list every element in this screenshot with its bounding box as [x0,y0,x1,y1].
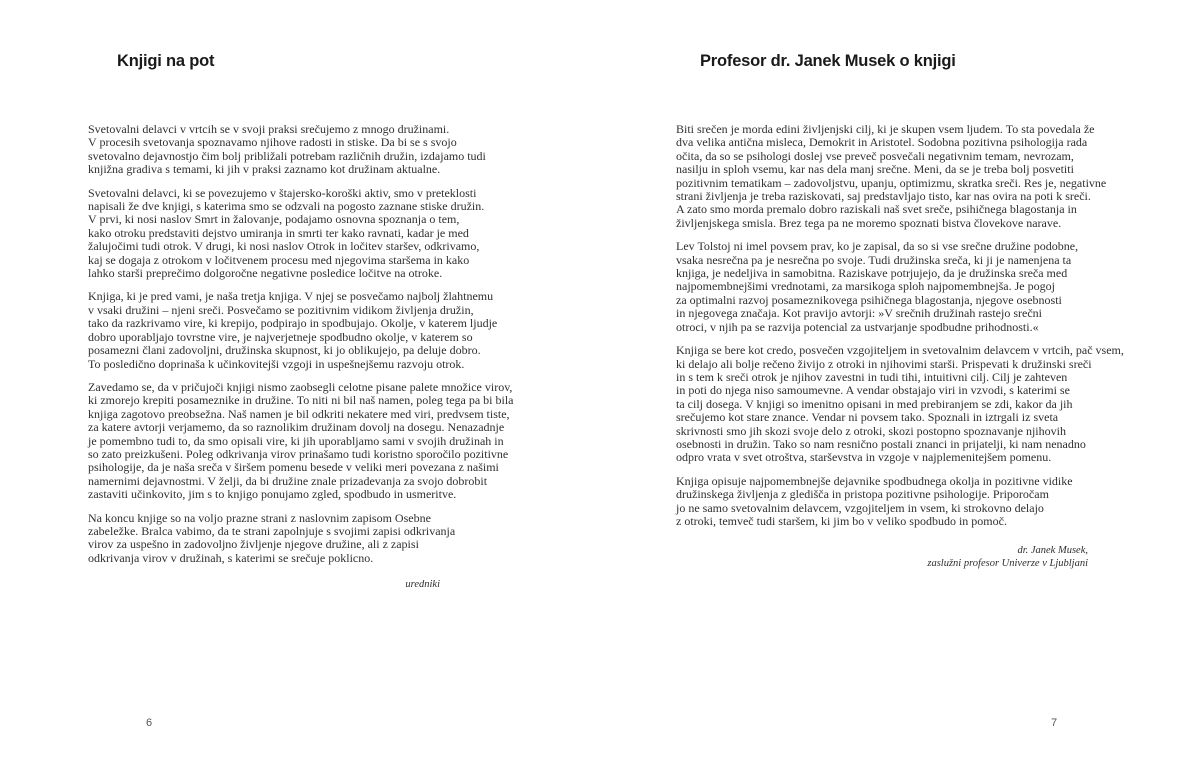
text-line: V procesih svetovanja spoznavamo njihove radosti in stiske. Da bi se s svojo [88,135,457,150]
text-line: dva velika antična misleca, Demokrit in Aristotel. Sodobna pozitivna psihologija rada [676,135,1088,150]
text-line: Svetovalni delavci, ki se povezujemo v štajersko-koroški aktiv, smo v preteklosti [88,185,477,200]
text-line: zastaviti učinkovito, jim s to knjigo ponujamo zgled, spodbudo in usmeritve. [88,487,457,502]
text-line: Zavedamo se, da v pričujoči knjigi nismo zaobsegli celotne pisane palete množice virov, [88,379,513,394]
text-line: Biti srečen je morda edini življenjski cilj, ki je skupen vsem ljudem. To sta povedala že [676,122,1095,136]
text-line: svetovalno dejavnostjo čim bolj približali potrebam različnih družin, izdajamo tudi [88,148,486,163]
text-line: Knjiga, ki je pred vami, je naša tretja knjiga. V njej se posvečamo najbolj žlahtnemu [88,289,494,304]
body-text [676,122,1124,538]
paragraph [88,187,498,281]
text-line: najpomembnejšimi vrednotami, za marsikoga sploh najpomembnejša. Je pogoj [676,279,1055,294]
text-line: Knjiga opisuje najpomembnejše dejavnike spodbudnega okolja in pozitivne vidike [676,473,1073,488]
paragraph [88,123,498,177]
text-line: knjiga zagotovo preobsežna. Naš namen je bil odkriti nekatere med viri, predvsem tiste, [88,406,510,421]
text-line: žalujočimi tudi otrok. V drugi, ki nosi naslov Otrok in ločitev staršev, odkrivamo, [88,239,480,254]
paragraph [676,122,1107,230]
paragraph [676,240,1086,334]
text-line: virov za uspešno in zadovoljno življenje njegove družine, ali z zapisi [88,537,419,552]
text-line: z otroki, temveč tudi staršem, ki jim bo v veliko spodbudo in pomoč. [676,513,1007,528]
page-title: Profesor dr. Janek Musek o knjigi [700,52,956,70]
text-line: in s tem k sreči otrok je njihov zavestni in tudi tihi, intuitivni cilj. Cilj je zahteven [676,369,1068,384]
text-line: za katere avtorji verjamemo, da so raznolikim družinam dovolj na dosegu. Nenazadnje [88,420,505,435]
text-line: strani življenja je treba raziskovati, saj predstavljajo tisto, kar nas ovira na poti k sreči. [676,189,1091,204]
text-line: namernimi dejavnostmi. V želji, da bi družine znale prizadevanja za svojo dobrobit [88,473,488,488]
text-line: jo ne samo svetovalnim delavcem, vzgojiteljem in vsem, ki strokovno delajo [676,500,1044,515]
text-line: osebnosti in družin. Tako so nam resnično postali znanci in prijatelji, ki nam nenadno [676,436,1086,451]
paragraph [88,512,498,566]
text-line: kaj se dogaja z otrokom v ločitvenem procesu med njegovima staršema in kako [88,252,470,267]
paragraph [676,343,1124,465]
text-line: v vsaki družini – njeni sreči. Posvečamo se pozitivnim vidikom življenja družin, [88,302,474,317]
text-line: To posledično doprinaša k učinkovitejši vzgoji in uspešnejšemu razvoju otrok. [88,356,465,371]
signature-line: uredniki [405,579,440,590]
text-line: ki delajo ali bolje rečeno živijo z otroki in njihovimi starši. Prispevati k družinski sreči [676,356,1092,371]
text-line: družinskega življenja z gledišča in pristopa pozitivne psihologije. Priporočam [676,487,1049,502]
signature-line: dr. Janek Musek, [1017,545,1088,556]
text-line: so zato preizkušeni. Poleg odkrivanja virov prinašamo tudi koristno sporočilo pozitivne [88,446,509,461]
text-line: lahko starši preprečimo dolgoročne negativne posledice ločitve na otroke. [88,266,443,281]
text-line: nasilju in sploh vsemu, kar nas dela manj srečne. Meni, da se je treba bolj posvetiti [676,162,1074,177]
text-line: pozitivnim tematikam – zadovoljstvu, upanju, optimizmu, skratka sreči. Res je, negativne [676,175,1107,190]
text-line: psihologije, da je naša sreča v širšem pomenu besede v veliki meri povezana z našimi [88,460,499,475]
text-line: A zato smo morda premalo dobro raziskali naš svet sreče, psihičnega blagostanja in [676,202,1077,217]
body-text [88,122,514,575]
signature [830,544,1088,570]
text-line: in njegovega značaja. Kot pravijo avtorji: »V srečnih družinah rastejo srečni [676,306,1042,321]
page-title: Knjigi na pot [117,52,215,70]
text-line: dobro uporabljajo tovrstne vire, je najverjetneje spodbudno okolje, v katerem so [88,329,473,344]
text-line: odkrivanja virov v družinah, s katerimi se srečuje poklicno. [88,550,374,565]
text-line: V prvi, ki nosi naslov Smrt in žalovanje, podajamo osnovna spoznanja o tem, [88,212,460,227]
text-line: Svetovalni delavci v vrtcih se v svoji praksi srečujemo z mnogo družinami. [88,122,450,136]
text-line: Lev Tolstoj ni imel povsem prav, ko je zapisal, da so si vse srečne družine podobne, [676,239,1079,254]
text-line: knjižna gradiva s temami, ki jih v praksi zaznamo kot družinam aktualne. [88,162,441,177]
paragraph [88,290,498,370]
text-line: Na koncu knjige so na voljo prazne strani z naslovnim zapisom Osebne [88,510,431,525]
text-line: skrivnosti smo jih skozi svoje delo z otroki, skozi postopno spoznavanje njihovih [676,423,1066,438]
page-number: 6 [146,717,153,729]
right-page [600,0,1200,763]
text-line: Knjiga se bere kot credo, posvečen vzgojiteljem in svetovalnim delavcem v vrtcih, pač vsem, [676,343,1124,358]
signature-line: zaslužni profesor Univerze v Ljubljani [927,558,1088,569]
text-line: tako da razkrivamo vire, ki krepijo, podpirajo in spodbujajo. Okolje, v katerem ljudje [88,316,498,331]
text-line: posamezni člani zadovoljni, družinska skupnost, ki jo oblikujejo, pa deluje dobro. [88,343,481,358]
text-line: očita, da so se psihologi doslej vse preveč posvečali negativnim temam, nevrozam, [676,148,1074,163]
text-line: kako otroku predstaviti dejstvo umiranja in smrti ter kako ravnati, kadar je med [88,225,469,240]
text-line: srečujemo kot stare znance. Vendar ni povsem tako. Spoznali in iztrgali iz sveta [676,410,1059,425]
text-line: vsaka nesrečna pa je nesrečna po svoje. Tudi družinska sreča, ki ji je namenjena ta [676,252,1072,267]
text-line: ta cilj dosega. V knjigi so imenitno opisani in med prebiranjem se zdi, kakor da jih [676,396,1073,411]
text-line: življenjskega smisla. Brez tega pa ne moremo spoznati bistva človekove narave. [676,215,1062,230]
text-line: napisali že dve knjigi, s katerima smo se odzvali na pogosto zaznane stiske družin. [88,199,485,214]
paragraph [88,379,514,502]
text-line: zabeležke. Bralca vabimo, da te strani zapolnjuje s svojimi zapisi odkrivanja [88,523,456,538]
paragraph [676,475,1086,529]
text-line: odpro vrata v svet otroštva, starševstva in vzgoje v najplemenitejšem pomenu. [676,450,1052,465]
text-line: je pomembno tudi to, da smo opisali vire, ki jih uporabljamo sami v svojih družinah in [88,433,504,448]
page-number: 7 [1051,717,1058,729]
text-line: za optimalni razvoj posameznikovega psihičnega blagostanja, njegove osebnosti [676,292,1062,307]
signature [340,578,440,591]
text-line: knjiga, je nedeljiva in samobitna. Raziskave potrjujejo, da je družinska sreča med [676,266,1068,281]
text-line: in poti do njega niso samoumevne. A vendar obstajajo viri in vzvodi, s katerimi se [676,383,1070,398]
text-line: ki zmorejo krepiti posameznike in družine. To niti ni bil naš namen, poleg tega pa bi bila [88,393,514,408]
text-line: otroci, v njih pa se razvija potencial za ustvarjanje spodbudne prihodnosti.« [676,319,1039,334]
